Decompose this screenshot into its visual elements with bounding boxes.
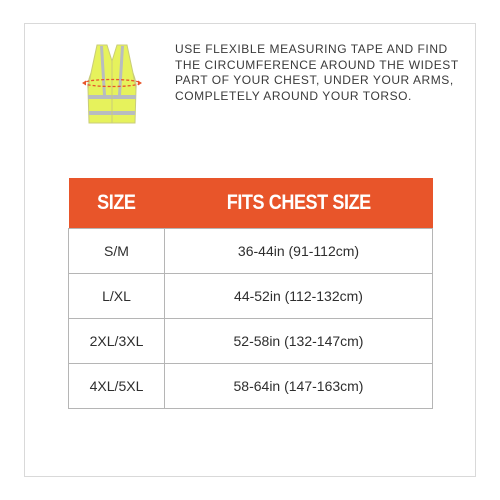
size-cell: 4XL/5XL — [69, 364, 165, 409]
table-row — [69, 364, 433, 409]
safety-vest-icon — [69, 43, 155, 129]
measuring-instructions: USE FLEXIBLE MEASURING TAPE AND FIND THE CIRCUMFERENCE AROUND THE WIDEST PART OF YOUR CHEST, UNDER YOUR ARMS, COMPLETELY AROUND YOUR TORSO. — [175, 42, 459, 103]
size-cell: S/M — [69, 229, 165, 274]
size-table — [68, 178, 433, 409]
chest-column-header: FITS CHEST SIZE — [165, 178, 433, 229]
size-cell: L/XL — [69, 274, 165, 319]
table-row — [69, 319, 433, 364]
size-cell: 2XL/3XL — [69, 319, 165, 364]
table-row — [69, 229, 433, 274]
chest-size-cell: 52-58in (132-147cm) — [165, 319, 433, 364]
chest-size-cell: 44-52in (112-132cm) — [165, 274, 433, 319]
table-header-row — [69, 178, 433, 229]
size-column-header: SIZE — [69, 178, 165, 229]
chest-size-cell: 58-64in (147-163cm) — [165, 364, 433, 409]
table-row — [69, 274, 433, 319]
chest-size-cell: 36-44in (91-112cm) — [165, 229, 433, 274]
